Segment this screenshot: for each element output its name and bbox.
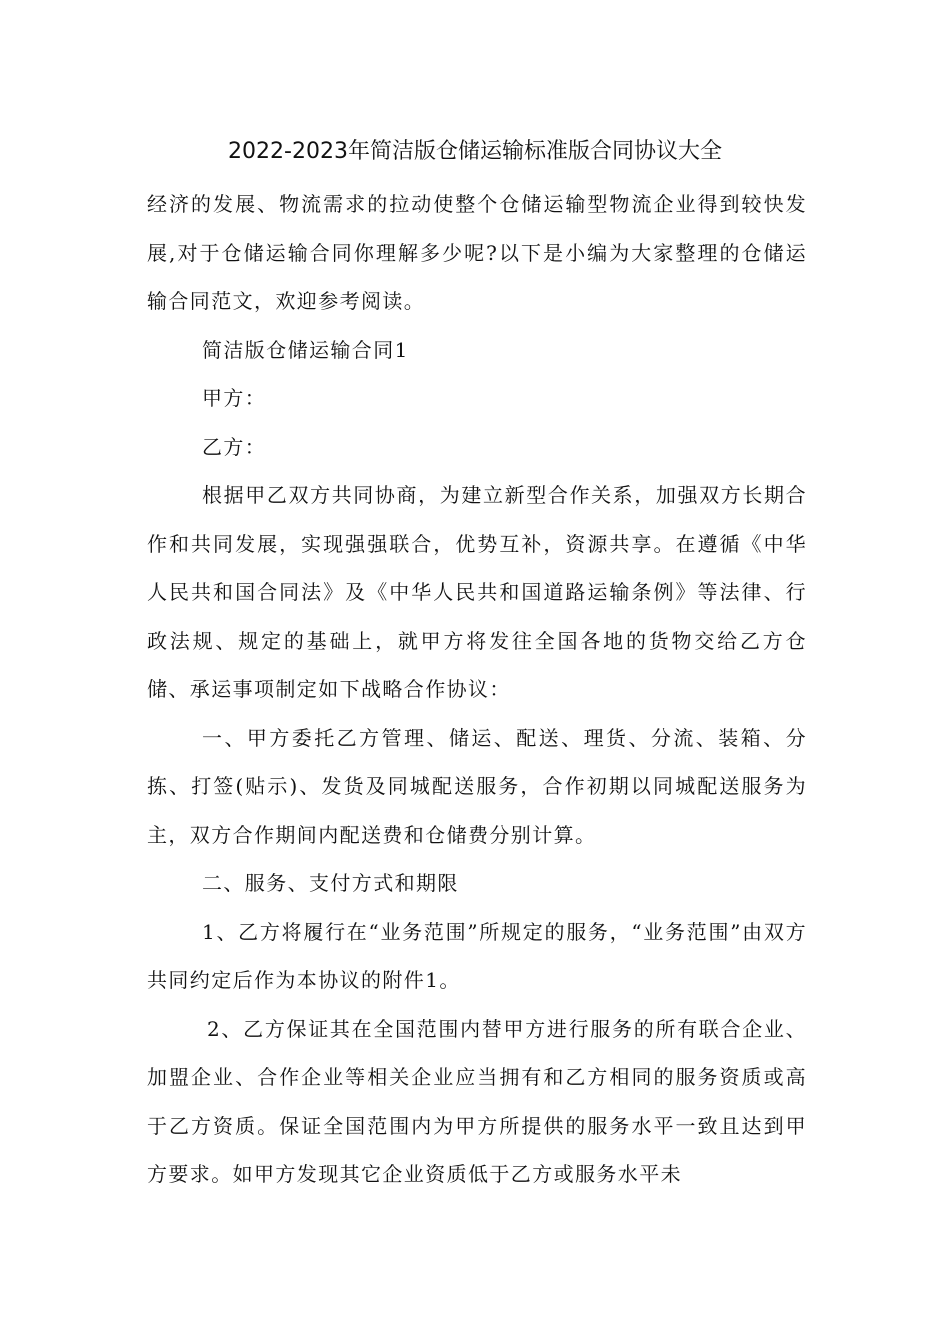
document-title: 2022-2023年简洁版仓储运输标准版合同协议大全 — [228, 139, 722, 164]
party-a-line: 甲方： — [202, 386, 267, 410]
party-b-line: 乙方： — [202, 434, 267, 459]
intro-paragraph: 经济的发展、物流需求的拉动使整个仓储运输型物流企业得到较快发展,对于仓储运输合同你理解多少呢?以下是小编为大家整理的仓储运输合同范文，欢迎参考阅读。 — [147, 192, 807, 313]
clause-two-two-paragraph: 2、乙方保证其在全国范围内替甲方进行服务的所有联合企业、加盟企业、合作企业等相关企业应当拥有和乙方相同的服务资质或高于乙方资质。保证全国范围内为甲方所提供的服务水平一致且达到甲方要求。如甲方发现其它企业资质低于乙方或服务水平未 — [147, 1016, 807, 1186]
clause-two-one-paragraph: 1、乙方将履行在“业务范围”所规定的服务，“业务范围”由双方共同约定后作为本协议的附件1。 — [147, 919, 807, 992]
clause-one-paragraph: 一、甲方委托乙方管理、储运、配送、理货、分流、装箱、分拣、打签(贴示)、发货及同城配送服务，合作初期以同城配送服务为主，双方合作期间内配送费和仓储费分别计算。 — [147, 725, 807, 847]
section-two-heading: 二、服务、支付方式和期限 — [202, 871, 459, 895]
contract-heading: 简洁版仓储运输合同1 — [202, 337, 409, 362]
preamble-paragraph: 根据甲乙双方共同协商，为建立新型合作关系，加强双方长期合作和共同发展，实现强强联合，优势互补，资源共享。在遵循《中华人民共和国合同法》及《中华人民共和国道路运输条例》等法律、行政法规、规定的基础上，就甲方将发往全国各地的货物交给乙方仓储、承运事项制定如下战略合作协议： — [147, 483, 807, 701]
document-body — [147, 180, 807, 1199]
